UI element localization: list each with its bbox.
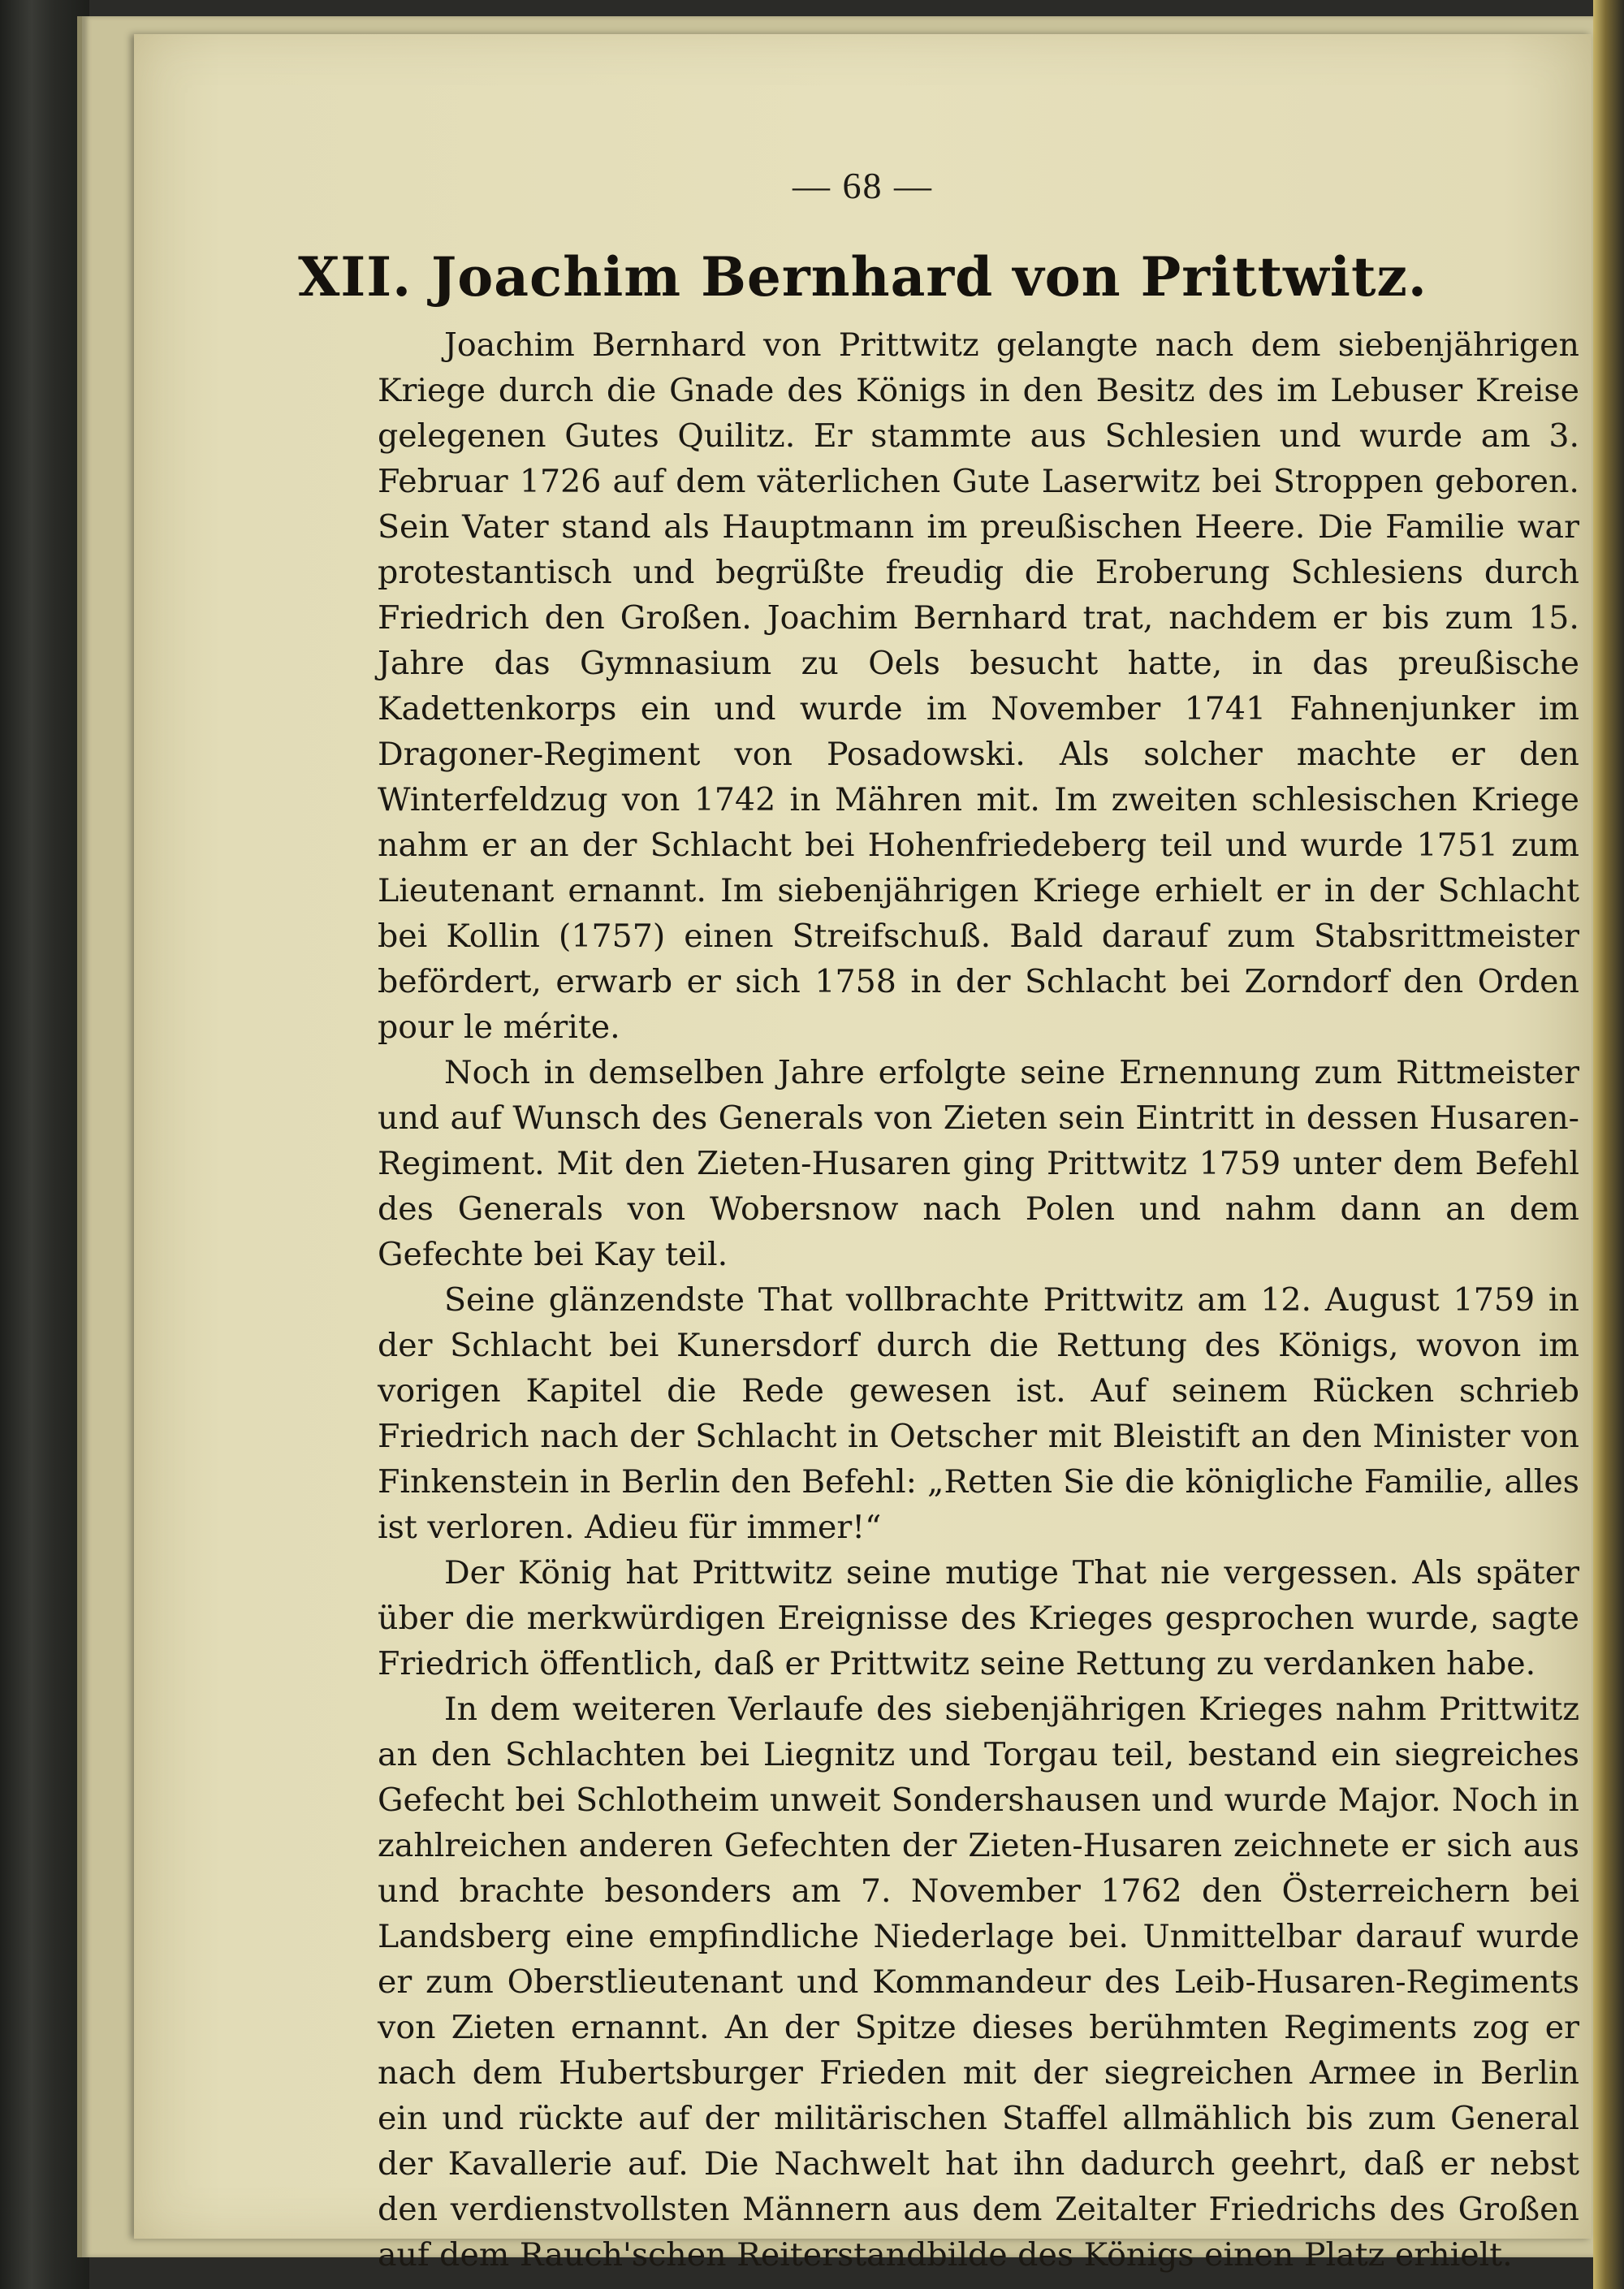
body-text xyxy=(378,322,1579,2278)
paragraph: Joachim Bernhard von Prittwitz gelangte nach dem siebenjährigen Kriege durch die Gnade des Königs in den Besitz des im Lebuser Kreise gelegenen Gutes Quilitz. Er stammte aus Schlesien und wurde am 3. Februar 1726 auf dem väterlichen Gute Laserwitz bei Stroppen geboren. Sein Vater stand als Hauptmann im preußischen Heere. Die Familie war protestantisch und begrüßte freudig die Eroberung Schlesiens durch Friedrich den Großen. Joachim Bernhard trat, nachdem er bis zum 15. Jahre das Gymnasium zu Oels besucht hatte, in das preußische Kadettenkorps ein und wurde im November 1741 Fahnenjunker im Dragoner-Regiment von Posadowski. Als solcher machte er den Winterfeldzug von 1742 in Mähren mit. Im zweiten schlesischen Kriege nahm er an der Schlacht bei Hohenfriedeberg teil und wurde 1751 zum Lieutenant ernannt. Im siebenjährigen Kriege erhielt er in der Schlacht bei Kollin (1757) einen Streifschuß. Bald darauf zum Stabsrittmeister befördert, erwarb er sich 1758 in der Schlacht bei Zorndorf den Orden pour le mérite. xyxy=(378,326,1579,1046)
chapter-title: XII. Joachim Bernhard von Prittwitz. xyxy=(298,245,1427,309)
paragraph: Der König hat Prittwitz seine mutige That nie vergessen. Als später über die merkwürdigen Ereignisse des Krieges gesprochen wurde, sagte Friedrich öffentlich, daß er Prittwitz seine Rettung zu verdanken habe. xyxy=(378,1554,1579,1682)
paragraph: Noch in demselben Jahre erfolgte seine Ernennung zum Rittmeister und auf Wunsch des Generals von Zieten sein Eintritt in dessen Husaren-Regiment. Mit den Zieten-Husaren ging Prittwitz 1759 unter dem Befehl des Generals von Wobersnow nach Polen und nahm dann an dem Gefechte bei Kay teil. xyxy=(378,1054,1579,1273)
book-binding xyxy=(0,0,89,2289)
book-cover-edge xyxy=(1593,0,1624,2289)
page-number: — 68 — xyxy=(793,165,933,206)
paragraph: In dem weiteren Verlaufe des siebenjährigen Krieges nahm Prittwitz an den Schlachten bei Liegnitz und Torgau teil, bestand ein siegreiches Gefecht bei Schlotheim unweit Sondershausen und wurde Major. Noch in zahlreichen anderen Gefechten der Zieten-Husaren zeichnete er sich aus und brachte besonders am 7. November 1762 den Österreichern bei Landsberg eine empfindliche Niederlage bei. Unmittelbar darauf wurde er zum Oberstlieutenant und Kommandeur des Leib-Husaren-Regiments von Zieten ernannt. An der Spitze dieses berühmten Regiments zog er nach dem Hubertsburger Frieden mit der siegreichen Armee in Berlin ein und rückte auf der militärischen Staffel allmählich bis zum General der Kavallerie auf. Die Nachwelt hat ihn dadurch geehrt, daß er nebst den verdienstvollsten Männern aus dem Zeitalter Friedrichs des Großen auf dem Rauch'schen Reiterstandbilde des Königs einen Platz erhielt. xyxy=(378,1691,1579,2274)
paragraph: Seine glänzendste That vollbrachte Prittwitz am 12. August 1759 in der Schlacht bei Kunersdorf durch die Rettung des Königs, wovon im vorigen Kapitel die Rede gewesen ist. Auf seinem Rücken schrieb Friedrich nach der Schlacht in Oetscher mit Bleistift an den Minister von Finkenstein in Berlin den Befehl: „Retten Sie die königliche Familie, alles ist verloren. Adieu für immer!“ xyxy=(378,1281,1579,1546)
book-page xyxy=(134,34,1592,2274)
